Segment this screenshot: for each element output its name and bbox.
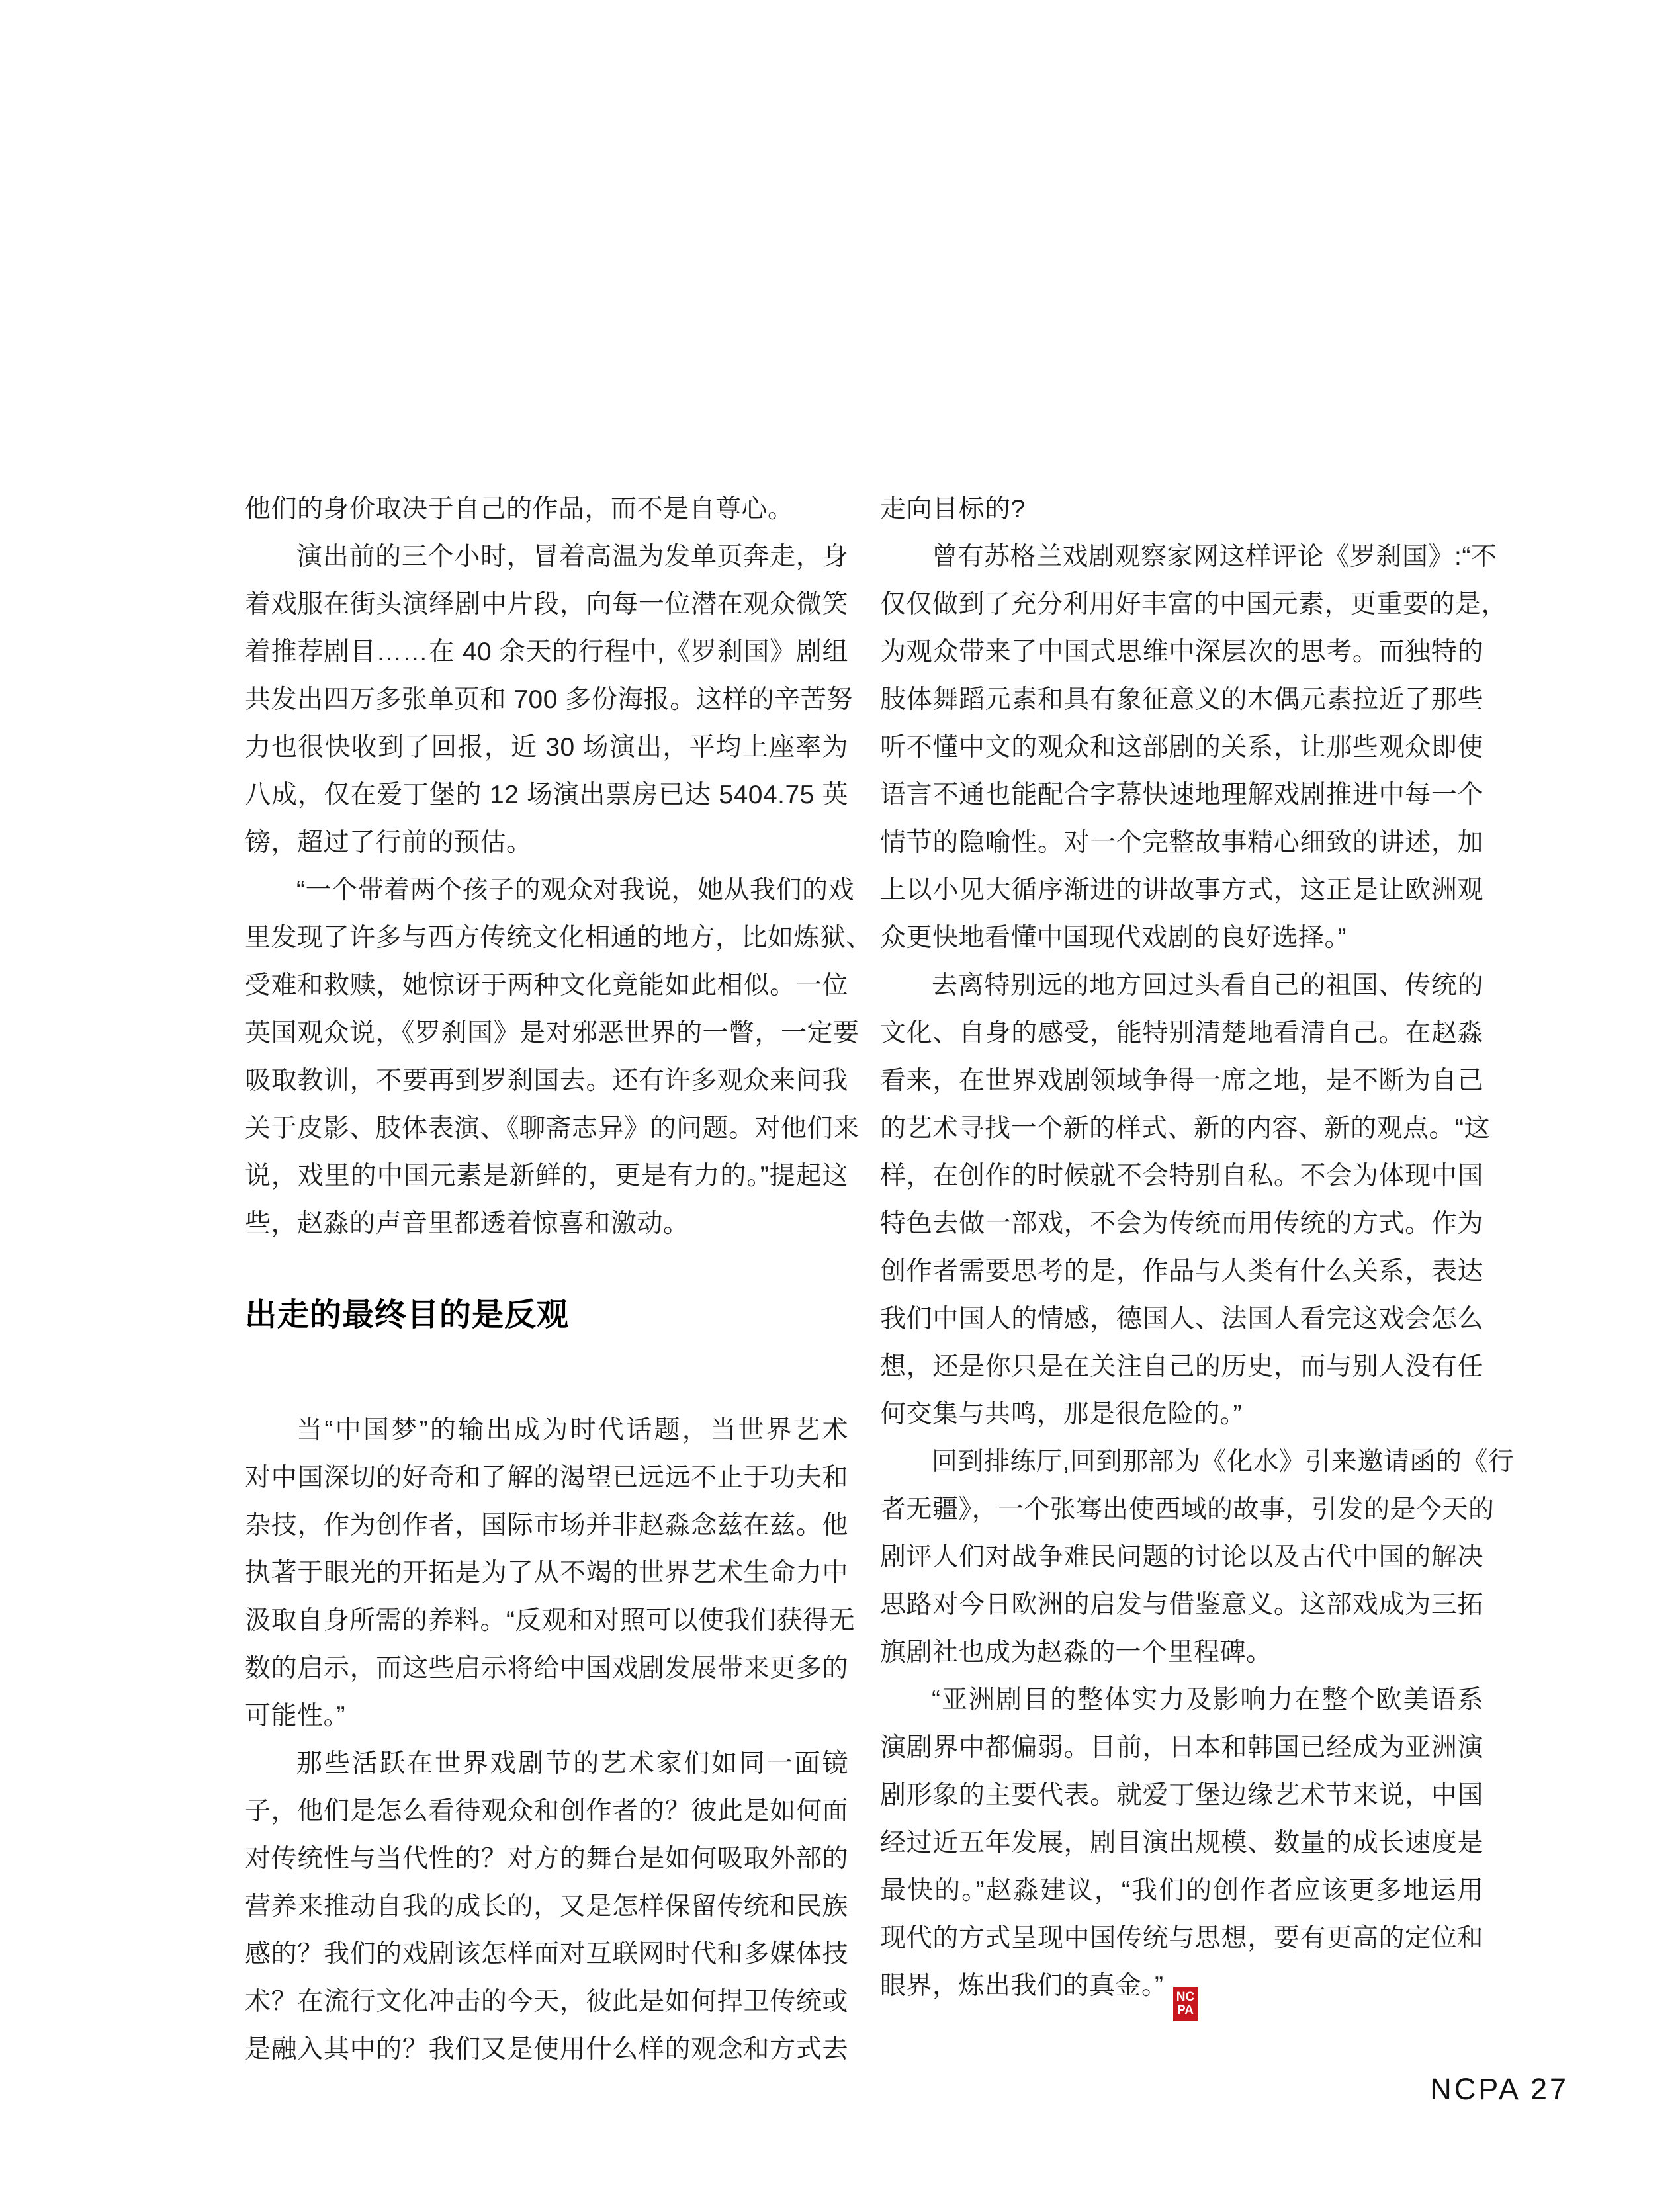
body-text: 当“中国梦”的输出成为时代话题，当世界艺术 xyxy=(296,1416,848,1444)
body-text-line xyxy=(880,1581,1483,1629)
body-text-line xyxy=(880,1962,1483,2017)
body-text: 汲取自身所需的养料。“反观和对照可以使我们获得无 xyxy=(245,1606,855,1635)
page-number: NCPA 27 xyxy=(1430,2072,1569,2106)
body-text: 的艺术寻找一个新的样式、新的内容、新的观点。“这 xyxy=(880,1114,1490,1143)
body-text-line xyxy=(245,2026,848,2074)
body-text-line xyxy=(245,1502,848,1550)
body-text: 共发出四万多张单页和 700 多份海报。这样的辛苦努 xyxy=(245,685,853,714)
body-text-line xyxy=(880,1057,1483,1105)
body-text-line xyxy=(245,1835,848,1883)
body-text: 八成，仅在爱丁堡的 12 场演出票房已达 5404.75 英 xyxy=(245,781,848,809)
body-text: 演出前的三个小时，冒着高温为发单页奔走，身 xyxy=(296,543,848,571)
body-text: 创作者需要思考的是，作品与人类有什么关系，表达 xyxy=(880,1257,1483,1286)
body-text: 镑，超过了行前的预估。 xyxy=(245,828,533,857)
body-text-line xyxy=(880,1915,1483,1962)
body-text: 对传统性与当代性的？对方的舞台是如何吸取外部的 xyxy=(245,1845,848,1873)
body-text: 可能性。” xyxy=(245,1702,345,1730)
body-text-line xyxy=(245,867,854,914)
body-text-line xyxy=(880,867,1483,914)
body-text: 杂技，作为创作者，国际市场并非赵淼念兹在兹。他 xyxy=(245,1511,848,1540)
body-text: 仅仅做到了充分利用好丰富的中国元素，更重要的是， xyxy=(880,590,1508,619)
body-text-line xyxy=(245,1153,848,1200)
body-text: 回到排练厅,回到那部为《化水》引来邀请函的《行 xyxy=(932,1448,1515,1476)
body-text-line xyxy=(245,771,848,819)
body-text-line xyxy=(245,1200,848,1248)
body-text: 听不懂中文的观众和这部剧的关系，让那些观众即使 xyxy=(880,733,1483,762)
body-text: 子，他们是怎么看待观众和创作者的？彼此是如何面 xyxy=(245,1797,848,1825)
body-text-line xyxy=(880,1867,1483,1915)
body-text-line xyxy=(880,676,1483,724)
body-text: 经过近五年发展，剧目演出规模、数量的成长速度是 xyxy=(880,1829,1483,1857)
body-text-line xyxy=(245,724,848,771)
body-text: 语言不通也能配合字幕快速地理解戏剧推进中每一个 xyxy=(880,781,1483,809)
body-text-line xyxy=(880,1819,1483,1867)
left-column xyxy=(245,0,873,2188)
body-text: 旗剧社也成为赵淼的一个里程碑。 xyxy=(880,1638,1272,1667)
body-text-line xyxy=(880,1772,1483,1819)
body-text-line xyxy=(245,629,848,676)
body-text: 里发现了许多与西方传统文化相通的地方，比如炼狱、 xyxy=(245,924,873,952)
body-text: 曾有苏格兰戏剧观察家网这样评论《罗刹国》:“不 xyxy=(932,543,1497,571)
body-text: 他们的身价取决于自己的作品，而不是自尊心。 xyxy=(245,495,794,523)
left-column-body-paragraphs xyxy=(245,1407,855,2074)
body-text-line xyxy=(245,1692,848,1740)
body-text-line xyxy=(245,962,848,1010)
body-text: 说，戏里的中国元素是新鲜的，更是有力的。”提起这 xyxy=(245,1162,848,1190)
body-text-line xyxy=(880,1248,1483,1295)
body-text-line xyxy=(880,724,1483,771)
body-text-line xyxy=(245,1597,855,1645)
body-text-line xyxy=(245,819,848,867)
body-text-line xyxy=(245,1550,848,1597)
body-text-line xyxy=(880,1724,1483,1772)
body-text: 着戏服在街头演绎剧中片段，向每一位潜在观众微笑 xyxy=(245,590,848,619)
body-text: “亚洲剧目的整体实力及影响力在整个欧美语系 xyxy=(932,1686,1483,1714)
body-text: 营养来推动自我的成长的，又是怎样保留传统和民族 xyxy=(245,1892,848,1921)
body-text: 感的？我们的戏剧该怎样面对互联网时代和多媒体技 xyxy=(245,1940,848,1968)
body-text-line xyxy=(245,1105,860,1153)
body-text-line xyxy=(245,914,873,962)
body-text-line xyxy=(880,1010,1483,1057)
body-text-line xyxy=(245,1454,848,1502)
body-text: 何交集与共鸣，那是很危险的。” xyxy=(880,1400,1242,1428)
body-text-line xyxy=(880,581,1508,629)
body-text: 演剧界中都偏弱。目前，日本和韩国已经成为亚洲演 xyxy=(880,1733,1483,1762)
body-text-line xyxy=(880,1200,1483,1248)
left-column-intro-paragraphs xyxy=(245,486,873,1248)
body-text-line xyxy=(245,1978,848,2026)
body-text-line xyxy=(245,1645,848,1692)
body-text-line xyxy=(880,1295,1483,1343)
body-text: 思路对今日欧洲的启发与借鉴意义。这部戏成为三拓 xyxy=(880,1591,1483,1619)
body-text-line xyxy=(880,1105,1490,1153)
body-text: 我们中国人的情感，德国人、法国人看完这戏会怎么 xyxy=(880,1305,1483,1333)
body-text-line xyxy=(245,533,848,581)
body-text-line xyxy=(245,676,853,724)
body-text: 想，还是你只是在关注自己的历史，而与别人没有任 xyxy=(880,1352,1483,1381)
body-text: 众更快地看懂中国现代戏剧的良好选择。” xyxy=(880,924,1347,952)
body-text: 关于皮影、肢体表演、《聊斋志异》的问题。对他们来 xyxy=(245,1114,860,1143)
body-text-line xyxy=(245,1883,848,1931)
body-text-line xyxy=(880,1438,1515,1486)
body-text-line xyxy=(880,1677,1483,1724)
body-text-line xyxy=(245,1010,860,1057)
body-text: 走向目标的? xyxy=(880,495,1026,523)
body-text: 肢体舞蹈元素和具有象征意义的木偶元素拉近了那些 xyxy=(880,685,1483,714)
body-text: 剧评人们对战争难民问题的讨论以及古代中国的解决 xyxy=(880,1543,1483,1571)
body-text: 去离特别远的地方回过头看自己的祖国、传统的 xyxy=(932,971,1483,1000)
body-text: 着推荐剧目……在 40 余天的行程中,《罗刹国》剧组 xyxy=(245,638,848,666)
body-text: 现代的方式呈现中国传统与思想，要有更高的定位和 xyxy=(880,1924,1483,1952)
section-heading: 出走的最终目的是反观 xyxy=(245,1297,570,1333)
body-text-line xyxy=(880,1629,1483,1677)
body-text: 样，在创作的时候就不会特别自私。不会为体现中国 xyxy=(880,1162,1483,1190)
body-text-line xyxy=(880,771,1483,819)
body-text-line xyxy=(880,486,1483,533)
body-text-line xyxy=(245,1740,848,1788)
body-text: 那些活跃在世界戏剧节的艺术家们如同一面镜 xyxy=(296,1749,848,1778)
body-text-line xyxy=(880,533,1497,581)
body-text-line xyxy=(880,1486,1495,1534)
right-column-paragraphs xyxy=(880,486,1515,2017)
body-text: 者无疆》，一个张骞出使西域的故事，引发的是今天的 xyxy=(880,1495,1495,1524)
body-text: “一个带着两个孩子的观众对我说，她从我们的戏 xyxy=(296,876,854,904)
ncpa-end-mark-icon: NC PA xyxy=(1173,1987,1198,2021)
body-text: 些，赵淼的声音里都透着惊喜和激动。 xyxy=(245,1209,689,1238)
body-text: 情节的隐喻性。对一个完整故事精心细致的讲述，加 xyxy=(880,828,1483,857)
body-text: 执著于眼光的开拓是为了从不竭的世界艺术生命力中 xyxy=(245,1559,848,1587)
body-text-line xyxy=(245,1057,848,1105)
body-text-line xyxy=(245,581,848,629)
body-text-line xyxy=(880,1391,1483,1438)
body-text: 文化、自身的感受，能特别清楚地看清自己。在赵淼 xyxy=(880,1019,1483,1047)
body-text: 眼界，炼出我们的真金。” xyxy=(880,1972,1164,2000)
body-text: 最快的。”赵淼建议，“我们的创作者应该更多地运用 xyxy=(880,1876,1483,1905)
body-text-line xyxy=(880,1534,1483,1581)
body-text-line xyxy=(880,962,1483,1010)
body-text: 是融入其中的？我们又是使用什么样的观念和方式去 xyxy=(245,2035,848,2064)
body-text-line xyxy=(880,819,1483,867)
body-text-line xyxy=(880,1153,1483,1200)
body-text: 英国观众说，《罗刹国》是对邪恶世界的一瞥，一定要 xyxy=(245,1019,860,1047)
body-text-line xyxy=(880,629,1483,676)
body-text: 剧形象的主要代表。就爱丁堡边缘艺术节来说，中国 xyxy=(880,1781,1483,1810)
body-text: 力也很快收到了回报，近 30 场演出，平均上座率为 xyxy=(245,733,848,762)
body-text: 看来，在世界戏剧领域争得一席之地，是不断为自己 xyxy=(880,1067,1483,1095)
body-text-line xyxy=(245,1788,848,1835)
body-text: 吸取教训，不要再到罗刹国去。还有许多观众来问我 xyxy=(245,1067,848,1095)
body-text-line xyxy=(245,1931,848,1978)
body-text: 数的启示，而这些启示将给中国戏剧发展带来更多的 xyxy=(245,1654,848,1683)
body-text: 受难和救赎，她惊讶于两种文化竟能如此相似。一位 xyxy=(245,971,848,1000)
body-text: 特色去做一部戏，不会为传统而用传统的方式。作为 xyxy=(880,1209,1483,1238)
body-text-line xyxy=(880,914,1483,962)
body-text: 为观众带来了中国式思维中深层次的思考。而独特的 xyxy=(880,638,1483,666)
body-text: 上以小见大循序渐进的讲故事方式，这正是让欧洲观 xyxy=(880,876,1483,904)
body-text-line xyxy=(880,1343,1483,1391)
body-text-line xyxy=(245,486,848,533)
body-text: 术？在流行文化冲击的今天，彼此是如何捍卫传统或 xyxy=(245,1988,848,2016)
body-text-line xyxy=(245,1407,848,1454)
body-text: 对中国深切的好奇和了解的渴望已远远不止于功夫和 xyxy=(245,1464,848,1492)
